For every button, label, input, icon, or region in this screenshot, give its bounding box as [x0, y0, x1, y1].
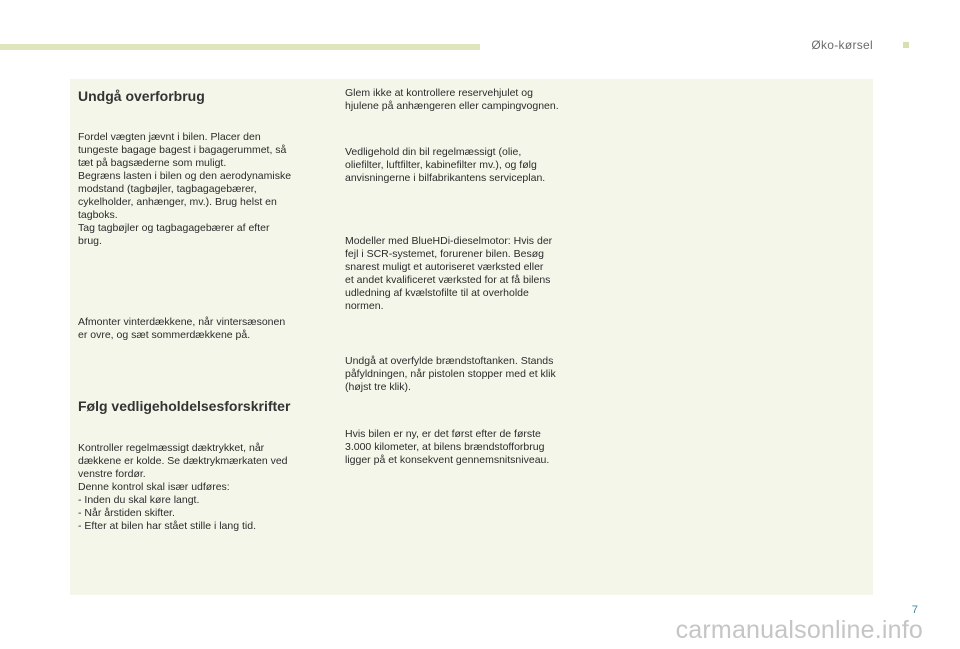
text-line: - Inden du skal køre langt. — [78, 494, 200, 506]
paragraph-weight-distribution — [78, 131, 291, 248]
text-line: modstand (tagbøjler, tagbagagebærer, — [78, 183, 257, 195]
text-line: Denne kontrol skal især udføres: — [78, 481, 230, 493]
text-line: normen. — [345, 300, 384, 312]
heading-avoid-overconsumption: Undgå overforbrug — [78, 88, 205, 104]
text-line: påfyldningen, når pistolen stopper med et klik — [345, 368, 556, 380]
paragraph-service — [345, 146, 545, 185]
text-line: 3.000 kilometer, at bilens brændstofforbrug — [345, 441, 545, 453]
text-line: anvisningerne i bilfabrikantens serviceplan. — [345, 172, 546, 184]
text-line: cykelholder, anhænger, mv.). Brug helst en — [78, 196, 277, 208]
paragraph-spare-wheel — [345, 87, 559, 113]
page-number: 7 — [911, 604, 918, 616]
text-line: Modeller med BlueHDi-dieselmotor: Hvis der — [345, 235, 553, 247]
text-line: Undgå at overfylde brændstoftanken. Stands — [345, 355, 554, 367]
text-line: oliefilter, luftfilter, kabinefilter mv.), og følg — [345, 159, 537, 171]
text-line: Glem ikke at kontrollere reservehjulet og — [345, 87, 533, 99]
text-line: snarest muligt et autoriseret værksted eller — [345, 261, 544, 273]
paragraph-bluehdi — [345, 235, 552, 313]
text-line: er ovre, og sæt sommerdækkene på. — [78, 329, 251, 341]
paragraph-tire-pressure — [78, 442, 288, 533]
content-panel — [70, 79, 873, 595]
text-line: venstre fordør. — [78, 468, 146, 480]
text-line: (højst tre klik). — [345, 381, 411, 393]
text-line: Afmonter vinterdækkene, når vintersæsonen — [78, 316, 286, 328]
heading-maintenance: Følg vedligeholdelsesforskrifter — [78, 398, 291, 414]
text-line: Kontroller regelmæssigt dæktrykket, når — [78, 442, 265, 454]
text-line: brug. — [78, 235, 102, 247]
text-line: - Når årstiden skifter. — [78, 507, 175, 519]
text-line: tungeste bagage bagest i bagagerummet, så — [78, 144, 287, 156]
text-line: fejl i SCR-systemet, forurener bilen. Besøg — [345, 248, 544, 260]
paragraph-new-car — [345, 428, 549, 467]
text-line: dækkene er kolde. Se dæktrykmærkaten ved — [78, 455, 288, 467]
text-line: Hvis bilen er ny, er det først efter de første — [345, 428, 541, 440]
paragraph-winter-tires — [78, 316, 285, 342]
watermark-logo: carmanualsonline.info — [675, 616, 923, 644]
text-line: tæt på bagsæderne som muligt. — [78, 157, 227, 169]
text-line: tagboks. — [78, 209, 118, 221]
header-marker — [903, 42, 909, 48]
text-line: et andet kvalificeret værksted for at få bilens — [345, 274, 551, 286]
paragraph-fuel-tank — [345, 355, 556, 394]
text-line: Fordel vægten jævnt i bilen. Placer den — [78, 131, 261, 143]
text-line: Tag tagbøjler og tagbagagebærer af efter — [78, 222, 270, 234]
text-line: hjulene på anhængeren eller campingvognen. — [345, 100, 559, 112]
text-line: ligger på et konsekvent gennemsnitsniveau. — [345, 454, 550, 466]
text-line: Begræns lasten i bilen og den aerodynamiske — [78, 170, 292, 182]
header-accent-bar — [0, 44, 480, 50]
section-title: Øko-kørsel — [811, 38, 873, 52]
text-line: udledning af kvælstofilte til at overholde — [345, 287, 529, 299]
text-line: - Efter at bilen har stået stille i lang tid. — [78, 520, 257, 532]
text-line: Vedligehold din bil regelmæssigt (olie, — [345, 146, 522, 158]
